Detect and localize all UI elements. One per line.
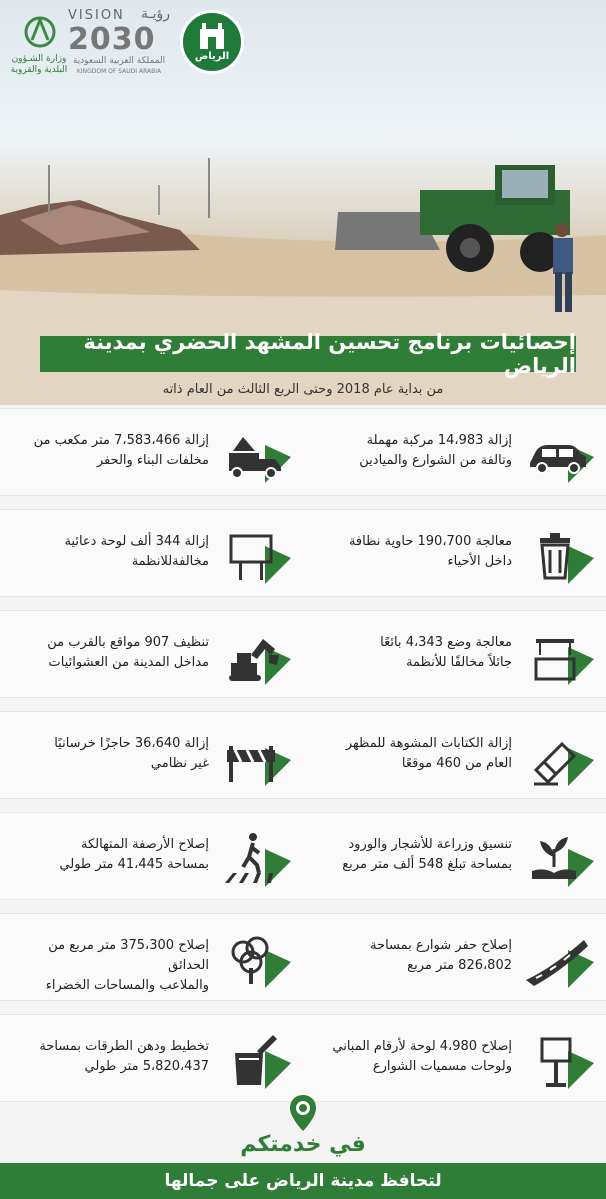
page-subtitle: من بداية عام 2018 وحتى الربع الثالث من العام ذاته xyxy=(162,382,444,397)
stat-text xyxy=(312,633,512,673)
paint-bucket-icon xyxy=(219,1029,291,1089)
tree-icon xyxy=(219,928,291,988)
riyadh-emblem xyxy=(180,10,244,74)
stat-card xyxy=(303,409,606,495)
stat-text xyxy=(9,835,209,875)
stat-line2: ولوحات مسميات الشوارع xyxy=(372,1059,512,1074)
stat-card xyxy=(303,914,606,1000)
stat-line2: وتالفة من الشوارع والميادين xyxy=(359,453,512,468)
stats-row xyxy=(0,408,606,496)
stat-line2: جائلاً مخالفًا للأنظمة xyxy=(406,655,512,670)
stat-card xyxy=(0,914,303,1000)
stats-row xyxy=(0,1014,606,1102)
stats-list xyxy=(0,408,606,1115)
stat-line2: مداخل المدينة من العشوائيات xyxy=(48,655,209,670)
location-pin-icon xyxy=(289,1094,317,1132)
billboard-icon xyxy=(219,524,291,584)
stat-line2: مخلفات البناء والحفر xyxy=(96,453,209,468)
plant-hand-icon xyxy=(522,827,594,887)
stat-card xyxy=(0,1015,303,1101)
sign-post-icon xyxy=(522,1029,594,1089)
trash-bin-icon xyxy=(522,524,594,584)
logos-header xyxy=(0,8,606,88)
kingdom-name-ar: المملكة العربية السعودية xyxy=(72,56,166,66)
stat-line1: معالجة 190،700 حاوية نظافة xyxy=(348,534,512,549)
stat-line2: 826،802 متر مربع xyxy=(407,958,512,973)
stat-card xyxy=(303,1015,606,1101)
excavator-icon xyxy=(219,625,291,685)
stat-line2: والملاعب والمساحات الخضراء xyxy=(45,978,209,993)
vision-label-en: VISION xyxy=(68,8,125,23)
stat-text xyxy=(9,936,209,996)
stat-line1: تخطيط ودهن الطرقات بمساحة xyxy=(39,1039,209,1054)
vision-2030-logo xyxy=(68,8,170,88)
stat-line2: بمساحة تبلغ 548 ألف متر مربع xyxy=(342,857,512,872)
stat-line2: بمساحة 41،445 متر طولي xyxy=(59,857,209,872)
ministry-name-line2: البلدية والقروية xyxy=(10,65,68,75)
stat-text xyxy=(312,431,512,471)
stat-text xyxy=(9,1037,209,1077)
stat-text xyxy=(9,734,209,774)
stat-line1: إصلاح الأرصفة المتهالكة xyxy=(80,837,209,852)
stat-card xyxy=(0,409,303,495)
stat-text xyxy=(312,1037,512,1077)
stat-card xyxy=(303,712,606,798)
eraser-icon xyxy=(522,726,594,786)
stat-line1: تنظيف 907 مواقع بالقرب من xyxy=(47,635,209,650)
vendor-stall-icon xyxy=(522,625,594,685)
stat-card xyxy=(0,510,303,596)
stats-row xyxy=(0,812,606,900)
stat-line1: إصلاح 375،300 متر مربع من الحدائق xyxy=(48,938,209,973)
stat-card xyxy=(0,813,303,899)
kingdom-name-en: KINGDOM OF SAUDI ARABIA xyxy=(76,68,162,75)
stats-row xyxy=(0,711,606,799)
stats-row xyxy=(0,509,606,597)
vision-year: 2030 xyxy=(68,22,156,57)
stats-row xyxy=(0,913,606,1001)
vision-label-ar: رؤيـة xyxy=(140,6,170,22)
stat-text xyxy=(312,936,512,976)
stat-text xyxy=(9,532,209,572)
stat-line1: إصلاح 4،980 لوحة لأرقام المباني xyxy=(332,1039,512,1054)
dump-truck-icon xyxy=(219,423,291,483)
road-icon xyxy=(522,928,594,988)
stat-line1: تنسيق وزراعة للأشجار والورود xyxy=(348,837,512,852)
stat-text xyxy=(312,532,512,572)
stat-card xyxy=(303,813,606,899)
stat-line1: إزالة 344 ألف لوحة دعائية xyxy=(64,534,209,549)
stat-text xyxy=(312,734,512,774)
stat-line2: غير نظامي xyxy=(150,756,209,771)
stat-card xyxy=(303,510,606,596)
footer-banner: لتحافظ مدينة الرياض على جمالها xyxy=(0,1163,606,1199)
car-icon xyxy=(522,423,594,483)
ministry-name-line1: وزارة الشـؤون xyxy=(11,54,67,64)
stat-line1: إزالة 36،640 حاجزًا خرسانيًا xyxy=(54,736,209,751)
stats-row xyxy=(0,610,606,698)
barrier-icon xyxy=(219,726,291,786)
stat-text xyxy=(312,835,512,875)
stat-card xyxy=(0,611,303,697)
stat-line2: داخل الأحياء xyxy=(447,554,512,569)
stat-line1: معالجة وضع 4،343 بائعًا xyxy=(380,635,512,650)
stat-line1: إزالة الكتابات المشوهة للمظهر xyxy=(345,736,512,751)
page-title: إحصائيات برنامج تحسين المشهد الحضري بمدينة الرياض xyxy=(40,336,576,372)
stat-text xyxy=(9,431,209,471)
stat-line2: العام من 460 موقعًا xyxy=(401,756,512,771)
riyadh-emblem-text: الرياض xyxy=(194,51,230,62)
stat-line1: إصلاح حفر شوارع بمساحة xyxy=(370,938,512,953)
stat-text xyxy=(9,633,209,673)
crosswalk-icon xyxy=(219,827,291,887)
stat-line1: إزالة 14،983 مركبة مهملة xyxy=(366,433,512,448)
stat-line2: مخالفةللانظمة xyxy=(131,554,209,569)
stat-line1: إزالة 7،583،466 متر مكعب من xyxy=(33,433,209,448)
stat-card xyxy=(303,611,606,697)
slogan: في خدمتكم xyxy=(240,1132,366,1157)
stat-line2: 5،820،437 متر طولي xyxy=(84,1059,209,1074)
stat-card xyxy=(0,712,303,798)
